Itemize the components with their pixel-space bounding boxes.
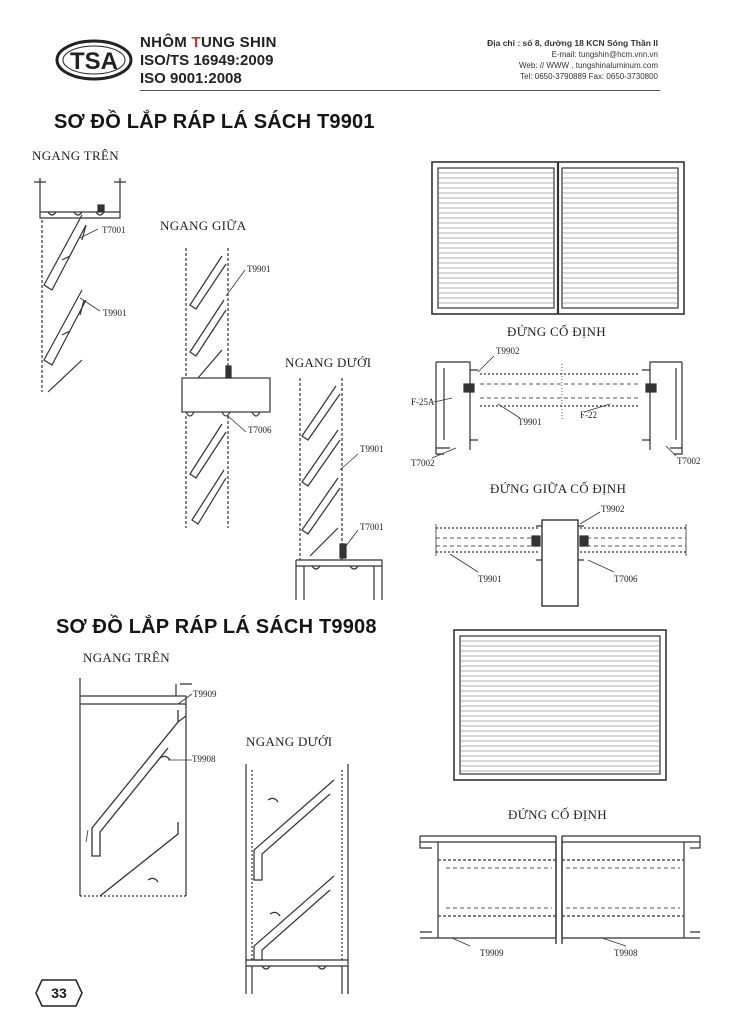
- part-t9901-fixed: T9901: [518, 417, 542, 427]
- label-ngang-duoi-1: NGANG DƯỚI: [285, 355, 372, 370]
- part-t9902-fixed: T9902: [496, 346, 520, 356]
- iso-9001-cert: ISO 9001:2008: [140, 70, 242, 87]
- window-elevation-t9908: [454, 630, 666, 780]
- part-t7006-mullion: T7006: [614, 574, 638, 584]
- email: E-mail: tungshin@hcm.vnn.vn: [551, 50, 658, 59]
- part-t7001-top: T7001: [102, 225, 126, 235]
- label-ngang-duoi-2: NGANG DƯỚI: [246, 734, 333, 749]
- part-t7001-bottom: T7001: [360, 522, 384, 532]
- label-ngang-tren-1: NGANG TRÊN: [32, 148, 119, 163]
- part-f25a: F-25A: [411, 397, 435, 407]
- part-t9901-mid: T9901: [247, 264, 271, 274]
- label-ngang-tren-2: NGANG TRÊN: [83, 650, 170, 665]
- phone-fax: Tel: 0650-3790889 Fax: 0650-3730800: [520, 72, 658, 81]
- part-t9901-top: T9901: [103, 308, 127, 318]
- drawing-ngang-tren-t9908: [80, 678, 192, 896]
- label-ngang-giua: NGANG GIỮA: [160, 218, 247, 233]
- drawing-ngang-giua-t9901: [182, 248, 270, 528]
- logo-text: TSA: [70, 48, 118, 75]
- part-f22: F-22: [580, 410, 598, 420]
- drawing-ngang-duoi-t9901: [296, 378, 382, 600]
- brand-name: NHÔM TUNG SHIN: [140, 34, 277, 51]
- part-t9902-mullion: T9902: [601, 504, 625, 514]
- drawing-dung-giua-co-dinh: [436, 512, 686, 606]
- part-t9908-top: T9908: [192, 754, 216, 764]
- address: Địa chỉ : số 8, đường 18 KCN Sóng Thần II: [487, 38, 658, 48]
- drawing-ngang-duoi-t9908: [246, 764, 348, 994]
- iso-ts-cert: ISO/TS 16949:2009: [140, 52, 274, 69]
- part-t9908-fixed: T9908: [614, 948, 638, 958]
- website: Web: // WWW . tungshinaluminum.com: [519, 61, 658, 70]
- drawing-dung-co-dinh-t9908: [420, 836, 700, 946]
- part-t9901-mullion: T9901: [478, 574, 502, 584]
- section1-title: SƠ ĐỒ LẮP RÁP LÁ SÁCH T9901: [54, 111, 375, 133]
- drawing-ngang-tren-t9901: [34, 178, 126, 392]
- part-t9909-fixed: T9909: [480, 948, 504, 958]
- part-t7002-left: T7002: [411, 458, 435, 468]
- page-number-badge: [34, 978, 84, 1008]
- label-dung-giua-co-dinh: ĐỨNG GIỮA CỐ ĐỊNH: [490, 481, 627, 496]
- part-t7002-right: T7002: [677, 456, 701, 466]
- part-t9909-top: T9909: [193, 689, 217, 699]
- drawing-dung-co-dinh-t9901: [432, 356, 682, 458]
- page-number: 33: [51, 985, 67, 1001]
- window-elevation-t9901: [432, 162, 684, 314]
- label-dung-co-dinh-2: ĐỨNG CỐ ĐỊNH: [508, 807, 607, 822]
- part-t7006-mid: T7006: [248, 425, 272, 435]
- label-dung-co-dinh-1: ĐỨNG CỐ ĐỊNH: [507, 324, 606, 339]
- part-t9901-bottom: T9901: [360, 444, 384, 454]
- section2-title: SƠ ĐỒ LẮP RÁP LÁ SÁCH T9908: [56, 616, 377, 638]
